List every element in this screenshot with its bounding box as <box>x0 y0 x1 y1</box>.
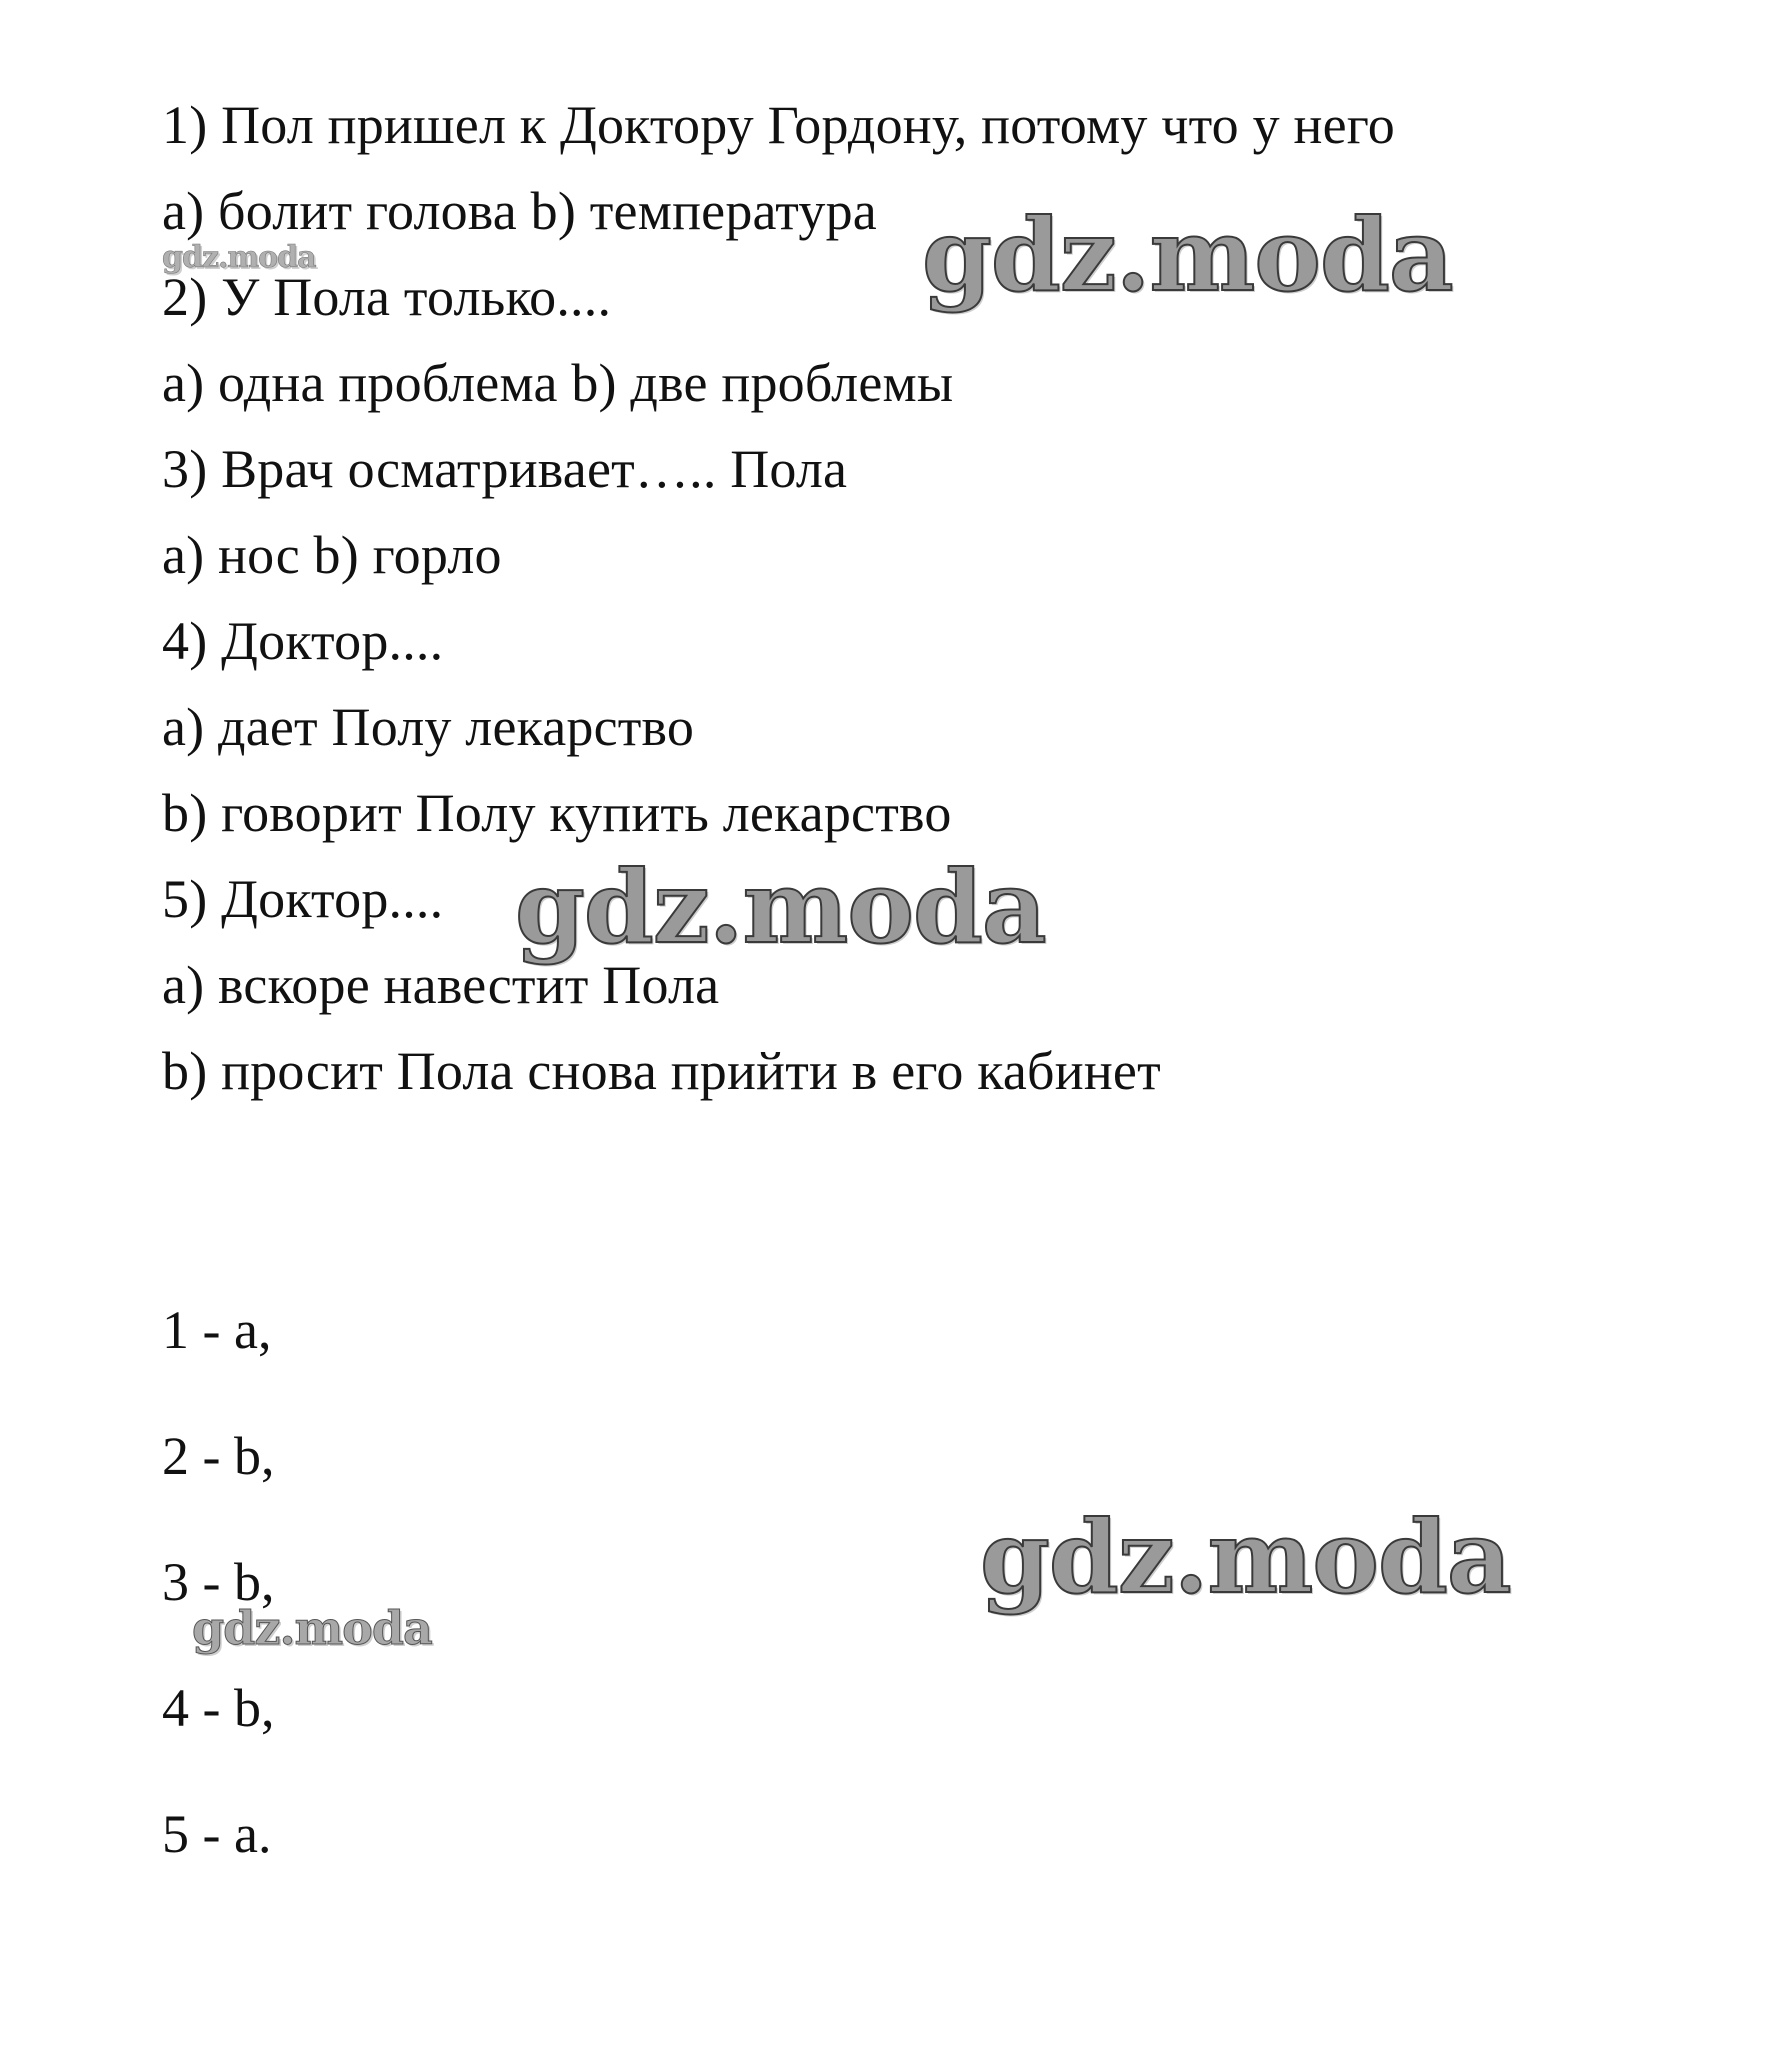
watermark-top: gdz.moda <box>922 196 1453 314</box>
question-2: 2) У Пола только.... <box>162 267 612 327</box>
question-5: 5) Доктор.... <box>162 869 444 929</box>
question-4-option-b: b) говорит Полу купить лекарство <box>162 783 952 843</box>
question-2-options: a) одна проблема b) две проблемы <box>162 353 954 413</box>
watermark-middle: gdz.moda <box>515 848 1046 966</box>
answer-2: 2 - b, <box>162 1426 275 1486</box>
question-4: 4) Доктор.... <box>162 611 444 671</box>
question-1-options: a) болит голова b) температура <box>162 181 877 241</box>
answer-5: 5 - a. <box>162 1804 272 1864</box>
question-5-option-b: b) просит Пола снова прийти в его кабинет <box>162 1041 1161 1101</box>
question-3-options: a) нос b) горло <box>162 525 502 585</box>
question-3: 3) Врач осматривает….. Пола <box>162 439 848 499</box>
watermark-small: gdz.moda <box>192 1601 432 1655</box>
question-4-option-a: a) дает Полу лекарство <box>162 697 695 757</box>
question-5-option-a: a) вскоре навестит Пола <box>162 955 720 1015</box>
watermark-bottom: gdz.moda <box>980 1498 1511 1616</box>
watermark-tiny: gdz.moda <box>162 240 316 275</box>
question-1: 1) Пол пришел к Доктору Гордону, потому что у него <box>162 95 1395 155</box>
answer-3: 3 - b, <box>162 1552 275 1612</box>
answer-1: 1 - a, <box>162 1300 272 1360</box>
answer-4: 4 - b, <box>162 1678 275 1738</box>
